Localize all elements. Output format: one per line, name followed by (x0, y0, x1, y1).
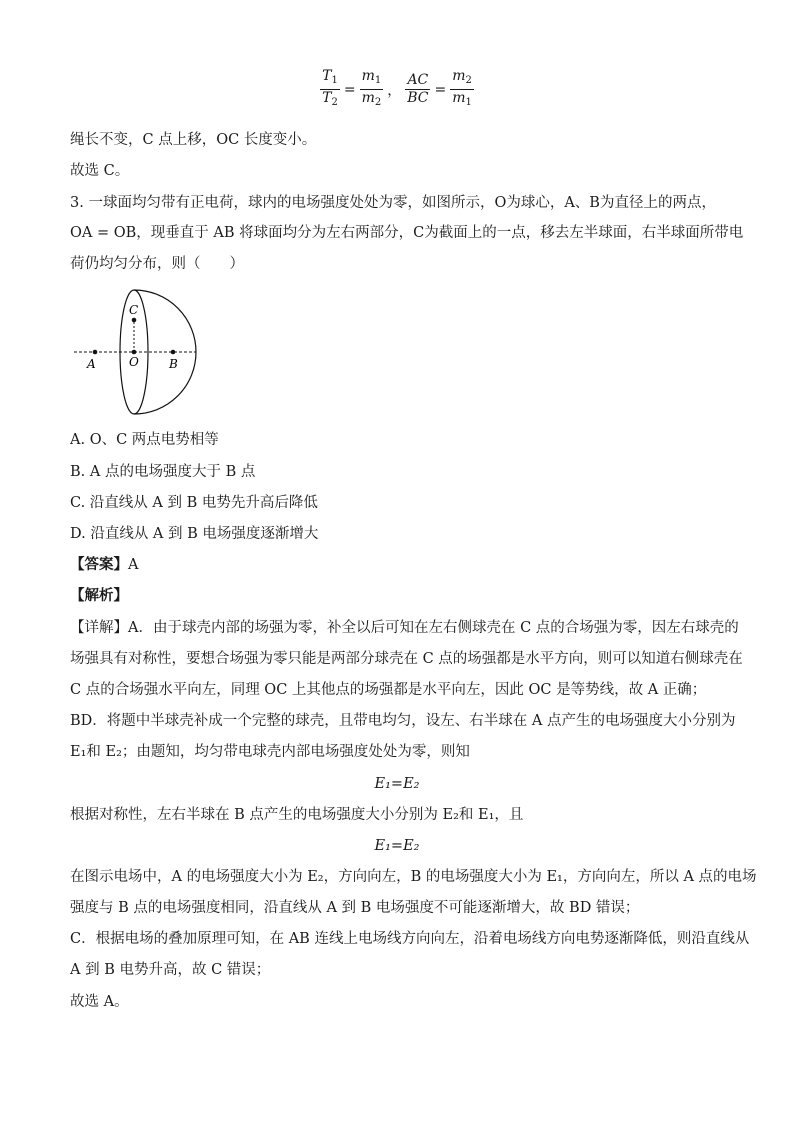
f4-num-sub: 2 (465, 75, 472, 86)
fraction-ac-bc (405, 72, 430, 107)
f2-den-sub: 2 (374, 97, 382, 108)
hemisphere-figure (72, 286, 212, 426)
label-a: A (87, 357, 96, 371)
f4-num: m (452, 68, 466, 84)
point-a (93, 350, 98, 355)
f4-den-sub: 1 (465, 97, 472, 108)
detail-line: 根据对称性，左右半球在 B 点产生的电场强度大小分别为 E₂和 E₁，且 (70, 807, 524, 823)
f2-den: m (361, 90, 375, 106)
detail-line: 故选 A。 (70, 994, 129, 1010)
answer-value: A (128, 557, 139, 573)
label-b: B (169, 357, 178, 371)
option-b: B. A 点的电场强度大于 B 点 (70, 464, 256, 480)
answer-label: 【答案】 (70, 556, 128, 573)
detail-line: 在图示电场中，A 的电场强度大小为 E₂，方向向左，B 的电场强度大小为 E₁，方向向左，所以 A 点的电场 (70, 869, 757, 885)
analysis-label (70, 586, 730, 606)
detail-line: 【详解】A．由于球壳内部的场强为零，补全以后可知在左右侧球壳在 C 点的合场强为零，因左右球壳的 (70, 620, 739, 636)
point-o (132, 350, 137, 355)
analysis-label-text: 【解析】 (70, 587, 128, 604)
answer-line (70, 555, 730, 575)
detail-line: C 点的合场强水平向左，同理 OC 上其他点的场强都是水平向左，因此 OC 是等势线，故 A 正确； (70, 682, 707, 698)
hemisphere-diagram (72, 286, 212, 422)
equation-2: E₁=E₂ (374, 838, 420, 854)
detail-line: C．根据电场的叠加原理可知，在 AB 连线上电场线方向向左，沿着电场线方向电势逐渐降低，则沿直线从 (70, 931, 750, 947)
option-a: A. O、C 两点电势相等 (70, 432, 219, 448)
equation-1: E₁=E₂ (374, 776, 420, 792)
f2-num-sub: 1 (374, 75, 382, 86)
question-3-line: 荷仍均匀分布，则（ ） (70, 256, 244, 272)
text-line: 故选 C。 (70, 163, 130, 179)
text-line: 绳长不变，C 点上移，OC 长度变小。 (70, 132, 317, 148)
detail-line: 强度与 B 点的电场强度相同，沿直线从 A 到 B 电场强度不可能逐渐增大，故 BD 错误； (70, 900, 640, 916)
fraction-t1-t2 (320, 68, 340, 111)
f1-den: T (322, 90, 332, 106)
f4-den: m (452, 90, 466, 106)
point-b (171, 350, 176, 355)
question-3-line: 3. 一球面均匀带有正电荷，球内的电场强度处处为零，如图所示，O为球心，A、B为直径上的两点， (70, 195, 716, 211)
f3-den: BC (407, 90, 429, 106)
point-c (132, 318, 137, 323)
f1-num-sub: 1 (331, 75, 338, 86)
label-o: O (129, 355, 139, 369)
option-d: D. 沿直线从 A 到 B 电场强度逐渐增大 (70, 526, 319, 542)
f1-num: T (322, 68, 332, 84)
ratio-formula: $\frac{T_1}{T_2}$ = $\frac{m_1}{m_2}$ ， $\frac{AC}{BC}$ = $\frac{m_2}{m_1}$ (0, 68, 794, 111)
question-3-line: OA = OB，现垂直于 AB 将球面均分为左右两部分，C为截面上的一点，移去左半球面，右半球面所带电 (70, 225, 744, 241)
detail-line: E₁和 E₂；由题知，均匀带电球壳内部电场强度处处为零，则知 (70, 744, 470, 760)
f1-den-sub: 2 (331, 97, 338, 108)
f2-num: m (361, 68, 375, 84)
formula-separator: ， (387, 82, 402, 99)
detail-line: 场强具有对称性，要想合场强为零只能是两部分球壳在 C 点的场强都是水平方向，则可以知道右侧球壳在 (70, 651, 743, 667)
label-c: C (129, 303, 139, 317)
fraction-m2-m1 (450, 68, 474, 111)
detail-line: BD．将题中半球壳补成一个完整的球壳，且带电均匀，设左、右半球在 A 点产生的电场强度大小分别为 (70, 713, 736, 729)
fraction-m1-m2 (360, 68, 384, 111)
option-c: C. 沿直线从 A 到 B 电势先升高后降低 (70, 495, 318, 511)
f3-num: AC (407, 72, 429, 88)
detail-line: A 到 B 电势升高，故 C 错误； (70, 962, 271, 978)
